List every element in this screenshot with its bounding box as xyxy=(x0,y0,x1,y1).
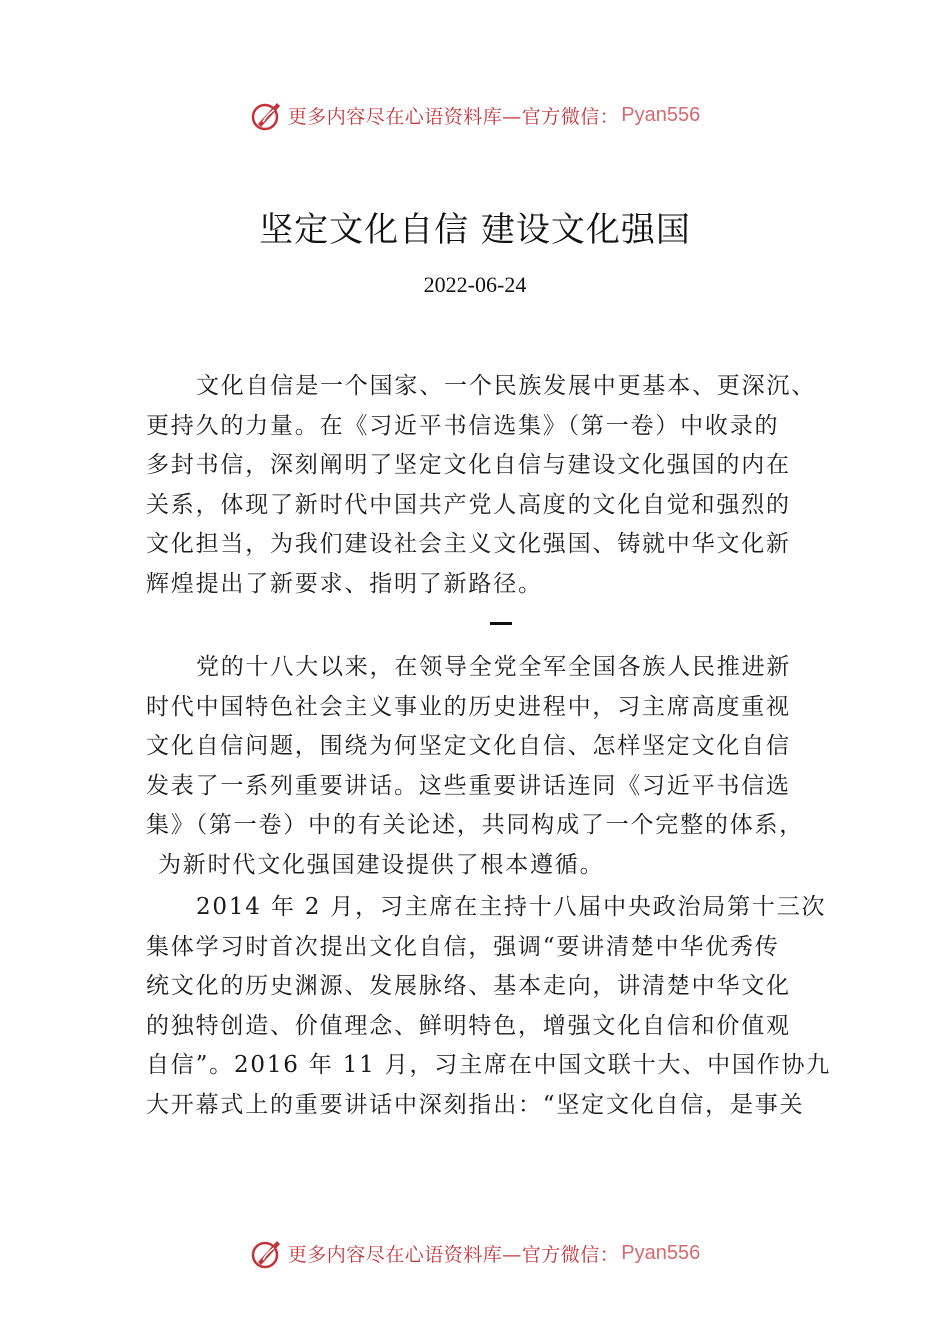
text-line: 大开幕式上的重要讲话中深刻指出：“坚定文化自信，是事关 xyxy=(146,1091,805,1118)
pen-logo-icon xyxy=(250,1236,284,1270)
text-line: 发表了一系列重要讲话。这些重要讲话连同《习近平书信选 xyxy=(146,772,791,799)
paragraph-3 xyxy=(146,888,832,1125)
footer-banner xyxy=(0,1233,950,1273)
pen-logo-icon xyxy=(250,98,284,132)
section-number-one xyxy=(490,622,512,625)
banner-text: 更多内容尽在心语资料库—官方微信： xyxy=(287,1243,620,1266)
article-title: 坚定文化自信 建设文化强国 xyxy=(259,210,691,250)
text-line: 时代中国特色社会主义事业的历史进程中，习主席高度重视 xyxy=(146,693,791,720)
article-date: 2022-06-24 xyxy=(423,272,527,297)
text-line: 自信”。2016 年 11 月，习主席在中国文联十大、中国作协九 xyxy=(146,1052,832,1078)
banner-wechat-id: Pyan556 xyxy=(621,1241,701,1264)
text-line: 集体学习时首次提出文化自信，强调“要讲清楚中华优秀传 xyxy=(146,933,780,960)
text-line: 统文化的历史渊源、发展脉络、基本走向，讲清楚中华文化 xyxy=(146,973,791,999)
intro-paragraph xyxy=(146,367,816,604)
text-line: 多封书信，深刻阐明了坚定文化自信与建设文化强国的内在 xyxy=(146,452,791,478)
banner-text: 更多内容尽在心语资料库—官方微信： xyxy=(287,105,620,128)
text-line: 辉煌提出了新要求、指明了新路径。 xyxy=(146,570,543,597)
text-line: 的独特创造、价值理念、鲜明特色，增强文化自信和价值观 xyxy=(146,1012,791,1039)
text-line: 文化自信问题，围绕为何坚定文化自信、怎样坚定文化自信 xyxy=(146,733,791,759)
text-line: 更持久的力量。在《习近平书信选集》（第一卷）中收录的 xyxy=(146,412,780,439)
text-line: 关系，体现了新时代中国共产党人高度的文化自觉和强烈的 xyxy=(146,491,791,518)
header-banner xyxy=(0,95,950,135)
banner-wechat-id: Pyan556 xyxy=(621,103,701,126)
text-line: 文化担当，为我们建设社会主义文化强国、铸就中华文化新 xyxy=(146,531,791,557)
paragraph-2 xyxy=(146,648,816,885)
text-line: 文化自信是一个国家、一个民族发展中更基本、更深沉、 xyxy=(196,373,816,399)
text-line: 2014 年 2 月，习主席在主持十八届中央政治局第十三次 xyxy=(196,894,827,920)
text-line: 为新时代文化强国建设提供了根本遵循。 xyxy=(158,851,605,878)
text-line: 集》（第一卷）中的有关论述，共同构成了一个完整的体系， xyxy=(146,812,805,838)
text-line: 党的十八大以来，在领导全党全军全国各族人民推进新 xyxy=(196,654,792,680)
